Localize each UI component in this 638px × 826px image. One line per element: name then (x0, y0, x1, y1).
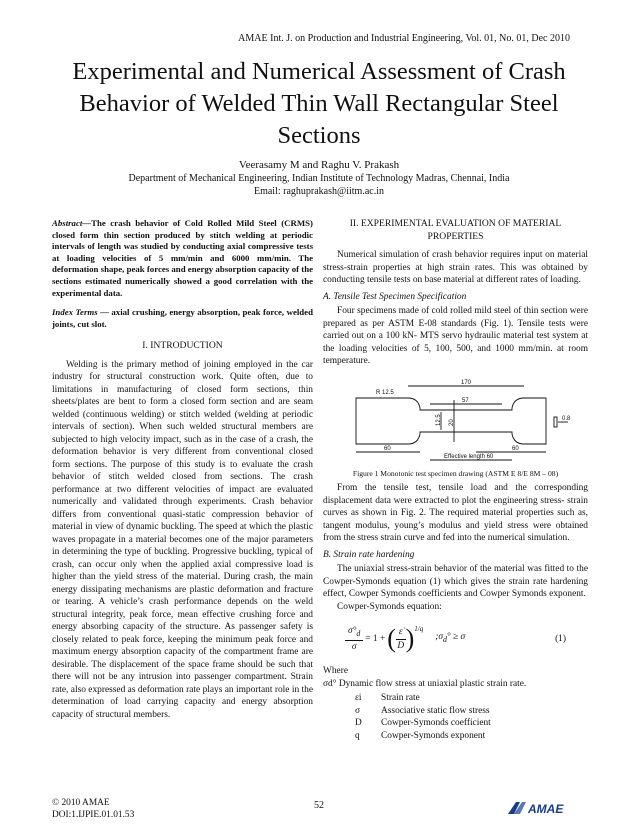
affiliation: Department of Mechanical Engineering, Indian Institute of Technology Madras, Chennai, India (128, 173, 510, 184)
dim-grip-width: 20 (448, 418, 455, 426)
intro-paragraph: Welding is the primary method of joining employed in the car industry for structural construction work. Quite often, due to limitations in manufacturing of closed form sections, thin sheets/plates are bent to form a closed form section and are seam welded (continuous welding) or stitch welded (welding at periodic intervals of section). When such welded structural members are subjected to high velocity impact, such as in the case of a crash, the deformation behavior is very different from conventional closed form sections. The purpose of this study is to evaluate the crash behavior of stitch welded closed from sections. The crash performance at two different velocities of impact are evaluated numerically and validated through experiments. Crash behavior differs from conventional quasi-static compression behavior of material in view of dynamic buckling. The speed at which the plastic waves propagate in a material becomes one of the major parameters in determining the type of buckling. Progressive buckling, typical of crash, can occur only when the applied axial compressive load is higher than the yield stress of the material. During crash, the main energy dissipating mechanisms are plastic deformation and fracture or tearing. A vehicle’s crash performance depends on the weld structural integrity, peak force, mean effective crushing force and energy absorbing capacity of the structure. As passenger safety is closely related to peak force, keeping the minimum peak force and maximum energy absorption capacity of the compartment frame are desirable. The displacement of the space frame should be such that there will not be any intrusion into passenger compartment. Strain rate, also expressed as deformation rate plays an important role in the determination of load carrying capacity and energy absorption capacity of structural members. (52, 359, 313, 720)
authors: Veerasamy M and Raghu V. Prakash (238, 159, 400, 171)
dim-width: 12.5 (435, 413, 442, 426)
list-item: σ Associative static flow stress (355, 705, 490, 716)
equation-label: Cowper-Symonds equation: (337, 601, 442, 612)
abstract (52, 218, 313, 299)
dim-thickness: 0.8 (561, 415, 570, 422)
index-terms-text: — axial crushing, energy absorption, peak force, welded joints, cut slot. (52, 307, 313, 329)
index-terms-lead: Index Terms (52, 307, 98, 318)
where-text: σd° Dynamic flow stress at uniaxial plastic strain rate. (323, 678, 527, 689)
email: Email: raghuprakash@iitm.ac.in (253, 186, 384, 197)
right-column (323, 218, 588, 742)
journal-header: AMAE Int. J. on Production and Industrial Engineering, Vol. 01, No. 01, Dec 2010 (238, 33, 570, 44)
definitions-list (355, 692, 588, 742)
title-line-2: Behavior of Welded Thin Wall Rectangular Steel (79, 90, 559, 117)
page-number: 52 (314, 800, 324, 811)
list-item: εi Strain rate (355, 693, 420, 703)
left-column (52, 218, 313, 721)
effective-length-label: Effective length 60 (443, 453, 493, 460)
subsection-a-paragraph: Four specimens made of cold rolled mild steel of thin section were prepared as per ASTM E-08 standards (Fig. 1). Tensile tests were carried out on a 100 kN- MTS servo hydraulic material test system at the loading velocities of 5, 100, 500, and 1000 mm/min. at room temperature. (323, 306, 588, 366)
logo-text: AMAE (528, 802, 564, 816)
where-label: Where (323, 666, 348, 676)
title-line-3: Sections (277, 122, 361, 149)
abstract-text: The crash behavior of Cold Rolled Mild Steel (CRMS) closed form thin section produced by stitch welding at periodic intervals of length was studied by conducting axial compressive tests at loading velocities of 5 mm/min and 6000 mm/min. The deformation shape, peak forces and energy absorption capacity of the sections estimated numerically showed a good correlation with the experimental data. (52, 218, 313, 298)
subsection-b-paragraph: The uniaxial stress-strain behavior of the material was fitted to the Cowper-Symonds equation (1) which gives the strain rate hardening effect, Cowper Symonds coefficients and Cowper Symonds exponent. (323, 564, 588, 599)
list-item: D Cowper-Symonds coefficient (355, 718, 491, 728)
copyright: © 2010 AMAE (52, 798, 110, 808)
post-figure-paragraph: From the tensile test, tensile load and the corresponding displacement data were extracted to plot the engineering stress- strain curves as shown in Fig. 2. The required material properties such as, tangent modulus, young’s modulus and yield stress were obtained from the stress strain curve and fed into the numerical simulation. (323, 483, 588, 543)
paper-title (40, 56, 598, 152)
title-line-1: Experimental and Numerical Assessment of Crash (72, 58, 566, 85)
equation-number: (1) (555, 633, 566, 644)
eq-lhs: $\frac{\sigma^\circ_d}{\sigma}$ (345, 625, 363, 654)
section-1-heading: I. INTRODUCTION (142, 340, 223, 352)
figure-caption: Figure 1 Monotonic test specimen drawing (ASTM E 8/E 8M – 08) (352, 468, 559, 478)
dim-radius: R 12.5 (375, 389, 394, 396)
subsection-b-heading: B. Strain rate hardening (323, 549, 415, 560)
doi: DOI:1.IJPIE.01.01.53 (52, 810, 135, 820)
abstract-lead: Abstract— (52, 218, 92, 228)
section-2-heading: II. EXPERIMENTAL EVALUATION OF MATERIAL PROPERTIES (349, 218, 562, 242)
eq-rate-term: $\frac{\varepsiloṅ}{D}$ (397, 627, 405, 651)
list-item: q Cowper-Symonds exponent (355, 730, 486, 741)
dim-gauge-length: 57 (461, 397, 469, 404)
specimen-drawing-figure (336, 376, 576, 464)
amae-logo (506, 800, 588, 816)
index-terms (52, 307, 313, 330)
section-2-paragraph: Numerical simulation of crash behavior requires input on material stress-strain properties at high strain rates. This was obtained by conducting tensile tests on base material at different rates of loading. (323, 250, 588, 285)
dim-total-length: 170 (460, 379, 471, 386)
subsection-a-heading: A. Tensile Test Specimen Specification (323, 291, 467, 302)
dim-grip-right: 60 (511, 445, 519, 452)
cowper-symonds-equation: $\frac{\sigma^\circ_d}{\sigma}$ = 1 + ( $\frac{\varepsiloṅ}{D}$ ) $^{1/q}$ $;\sigma_d^\circ \ge \sigma$ (1) (323, 619, 588, 659)
dim-grip-left: 60 (383, 445, 391, 452)
